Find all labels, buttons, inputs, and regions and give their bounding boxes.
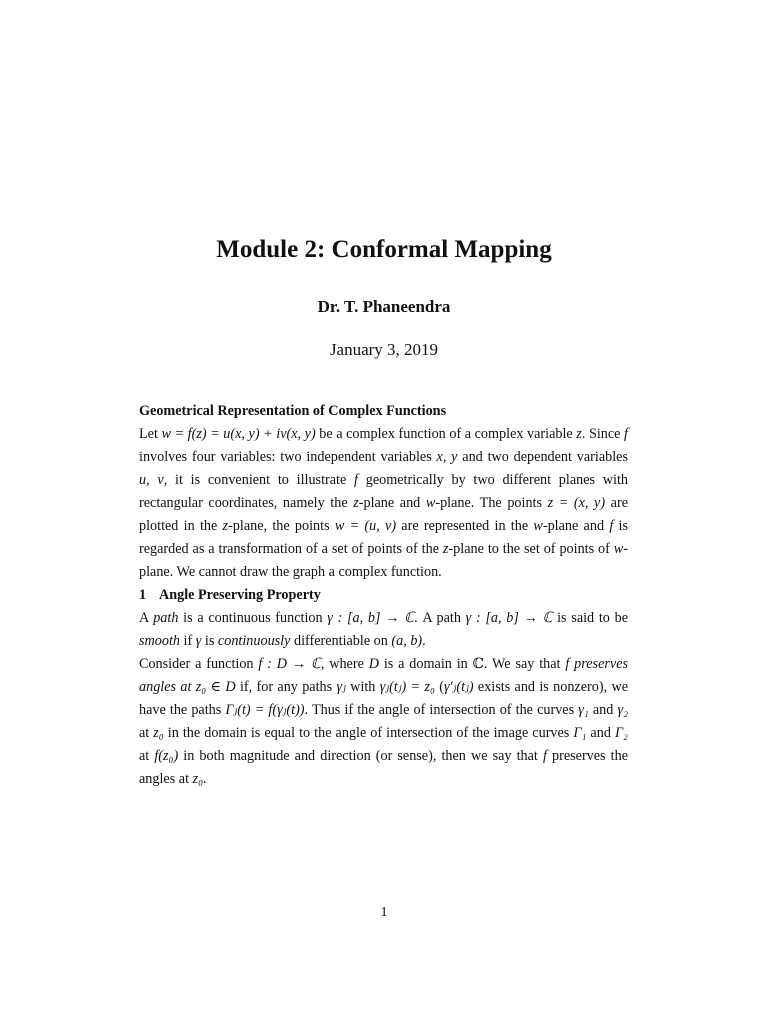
intro-paragraph: Let w = f(z) = u(x, y) + iv(x, y) be a complex function of a complex variable z. Since f involves four variables: two independent variables x, y and two dependent variables u, v, it is convenient to illustrate f geometrically by two different planes with rectangular coordinates, namely the z-plane and w-plane. The points z = (x, y) are plotted in the z-plane, the points w = (u, v) are represented in the w-plane and f is regarded as a transformation of a set of points of the z-plane to the set of points of w-plane. We cannot draw the graph a complex function.	[139, 426, 628, 580]
section-number: 1	[139, 587, 147, 603]
document-body	[139, 400, 628, 791]
path-definition-paragraph: A path is a continuous function γ : [a, b] → ℂ. A path γ : [a, b] → ℂ is said to be smooth if γ is continuously differentiable on (a, b).	[139, 610, 629, 649]
document-title: Module 2: Conformal Mapping	[216, 236, 552, 263]
angle-preserving-paragraph: Consider a function f : D → ℂ, where D is a domain in ℂ. We say that f preserves angles at z₀ ∈ D if, for any paths γⱼ with γⱼ(tⱼ) = z₀ (γ′ⱼ(tⱼ) exists and is nonzero), we have the paths Γⱼ(t) = f(γⱼ(t)). Thus if the angle of intersection of the curves γ₁ and γ₂ at z₀ in the domain is equal to the angle of intersection of the image curves Γ₁ and Γ₂ at f(z₀) in both magnitude and direction (or sense), then we say that f preserves the angles at z₀.	[139, 656, 629, 787]
document-date: January 3, 2019	[329, 340, 439, 359]
intro-heading: Geometrical Representation of Complex Functions	[139, 403, 447, 419]
page-number: 1	[380, 905, 388, 920]
author-name: Dr. T. Phaneendra	[317, 297, 451, 316]
section-heading	[139, 584, 628, 607]
section-title: Angle Preserving Property	[159, 587, 321, 603]
